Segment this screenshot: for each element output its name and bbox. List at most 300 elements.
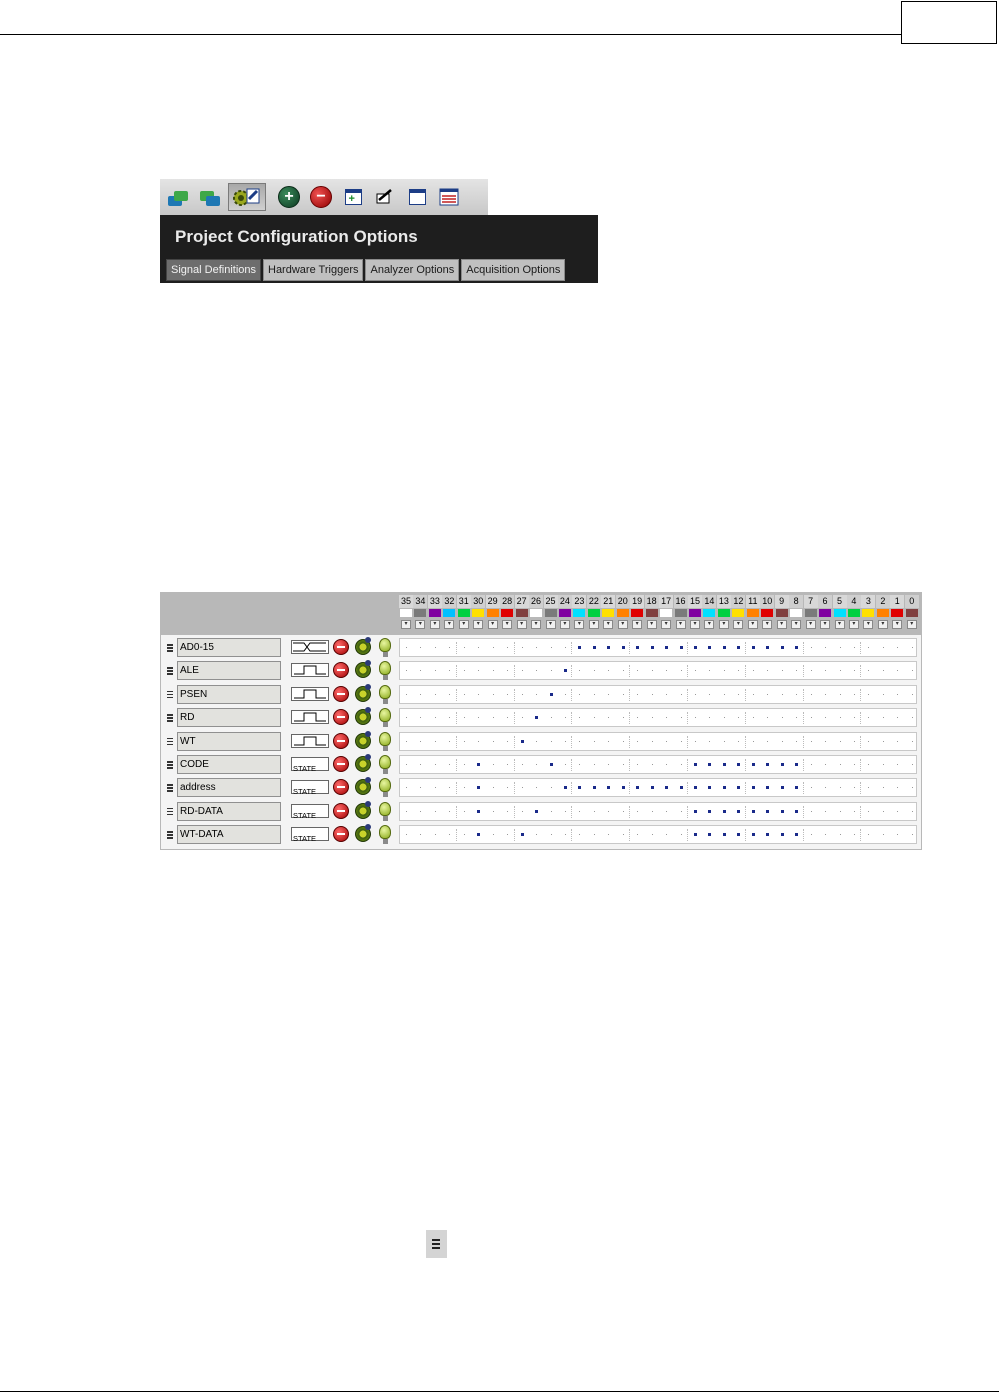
clock-waveform-icon[interactable] xyxy=(291,687,329,701)
load-project-icon[interactable] xyxy=(164,183,194,211)
bit-column-0 xyxy=(905,595,919,633)
drag-handle-icon[interactable] xyxy=(167,831,173,839)
state-label: STATE xyxy=(293,764,317,773)
bit-number: 18 xyxy=(646,596,657,606)
signal-row xyxy=(163,801,920,823)
grip-icon xyxy=(426,1230,447,1258)
bit-column-27 xyxy=(515,595,529,633)
signal-name-field[interactable]: WT xyxy=(177,732,281,751)
bit-column-25 xyxy=(544,595,558,633)
signal-row xyxy=(163,660,920,682)
assigned-bit-marker[interactable] xyxy=(636,786,639,789)
lightbulb-icon[interactable] xyxy=(379,638,391,652)
bit-number: 13 xyxy=(718,596,729,606)
bit-column-31 xyxy=(457,595,471,633)
assigned-bit-marker[interactable] xyxy=(622,786,625,789)
bit-color-swatch xyxy=(617,609,629,617)
assigned-bit-marker[interactable] xyxy=(593,786,596,789)
signal-settings-gear-icon[interactable] xyxy=(355,662,371,678)
bit-trigger-marker[interactable]: ▾ xyxy=(762,620,772,629)
signal-row xyxy=(163,707,920,729)
bit-color-swatch xyxy=(559,609,571,617)
assigned-bit-marker[interactable] xyxy=(795,646,798,649)
bit-number: 9 xyxy=(775,595,789,608)
assigned-bit-marker[interactable] xyxy=(521,740,524,743)
bit-color-swatch xyxy=(429,609,441,617)
bit-trigger-marker[interactable]: ▾ xyxy=(719,620,729,629)
signal-definitions-table xyxy=(160,592,922,850)
edit-icon[interactable] xyxy=(370,183,400,211)
bit-color-swatch xyxy=(790,609,802,617)
bit-column-15 xyxy=(688,595,702,633)
assigned-bit-marker[interactable] xyxy=(752,646,755,649)
bit-color-swatch xyxy=(834,609,846,617)
bit-number: 4 xyxy=(847,595,861,608)
bit-color-swatch xyxy=(487,609,499,617)
bit-trigger-marker[interactable]: ▾ xyxy=(589,620,599,629)
assigned-bit-marker[interactable] xyxy=(781,786,784,789)
drag-handle-icon[interactable] xyxy=(167,667,173,675)
lightbulb-icon[interactable] xyxy=(379,825,391,839)
bit-column-21 xyxy=(601,595,615,633)
bit-trigger-marker[interactable]: ▾ xyxy=(546,620,556,629)
bit-column-16 xyxy=(674,595,688,633)
delete-signal-icon[interactable] xyxy=(333,686,349,702)
bit-color-swatch xyxy=(819,609,831,617)
bit-column-10 xyxy=(760,595,774,633)
bit-color-swatch xyxy=(776,609,788,617)
assigned-bit-marker[interactable] xyxy=(708,810,711,813)
bit-number: 22 xyxy=(588,596,599,606)
bit-color-swatch xyxy=(906,609,918,617)
assigned-bit-marker[interactable] xyxy=(651,786,654,789)
bit-number: 19 xyxy=(632,596,643,606)
signal-name-field[interactable]: address xyxy=(177,778,281,797)
signal-name-field[interactable]: CODE xyxy=(177,755,281,774)
bit-column-4 xyxy=(847,595,861,633)
bit-number: 21 xyxy=(603,596,614,606)
bit-assignment-track[interactable] xyxy=(399,778,917,797)
bit-color-swatch xyxy=(501,609,513,617)
bit-trigger-marker[interactable]: ▾ xyxy=(676,620,686,629)
state-waveform-icon[interactable] xyxy=(291,780,329,797)
page-number-box xyxy=(901,1,997,44)
assigned-bit-marker[interactable] xyxy=(723,786,726,789)
project-toolbar xyxy=(160,179,488,215)
bit-column-22 xyxy=(587,595,601,633)
signal-row xyxy=(163,777,920,799)
bit-column-12 xyxy=(731,595,745,633)
save-project-icon[interactable] xyxy=(196,183,226,211)
signal-row xyxy=(163,731,920,753)
assigned-bit-marker[interactable] xyxy=(665,786,668,789)
delete-signal-icon[interactable] xyxy=(333,733,349,749)
bit-column-34 xyxy=(413,595,427,633)
delete-signal-icon[interactable] xyxy=(333,662,349,678)
lightbulb-icon[interactable] xyxy=(379,778,391,792)
bit-color-swatch xyxy=(761,609,773,617)
header-rule xyxy=(0,34,901,35)
bit-color-swatch xyxy=(472,609,484,617)
bit-trigger-marker[interactable]: ▾ xyxy=(401,620,411,629)
bit-color-swatch xyxy=(646,609,658,617)
bit-trigger-marker[interactable]: ▾ xyxy=(444,620,454,629)
state-waveform-icon[interactable] xyxy=(291,757,329,771)
bit-assignment-track[interactable] xyxy=(399,685,917,704)
bit-color-swatch xyxy=(660,609,672,617)
add-icon[interactable]: + xyxy=(274,183,304,211)
bit-trigger-marker[interactable]: ▾ xyxy=(777,620,787,629)
bit-number: 24 xyxy=(559,596,570,606)
bit-number: 2 xyxy=(876,595,890,608)
signal-row xyxy=(163,824,920,846)
signal-name-field[interactable]: RD xyxy=(177,708,281,727)
bit-color-swatch xyxy=(414,609,426,617)
bit-trigger-marker[interactable]: ▾ xyxy=(430,620,440,629)
assigned-bit-marker[interactable] xyxy=(708,646,711,649)
bit-trigger-marker[interactable]: ▾ xyxy=(820,620,830,629)
assigned-bit-marker[interactable] xyxy=(766,833,769,836)
delete-signal-icon[interactable] xyxy=(333,826,349,842)
assigned-bit-marker[interactable] xyxy=(781,763,784,766)
bit-assignment-track[interactable] xyxy=(399,661,917,680)
bit-number: 27 xyxy=(516,596,527,606)
assigned-bit-marker[interactable] xyxy=(766,810,769,813)
assigned-bit-marker[interactable] xyxy=(694,810,697,813)
bit-color-swatch xyxy=(862,609,874,617)
bit-color-swatch xyxy=(588,609,600,617)
assigned-bit-marker[interactable] xyxy=(694,646,697,649)
bit-trigger-marker[interactable]: ▾ xyxy=(733,620,743,629)
bit-number: 11 xyxy=(746,595,760,608)
project-configuration-icon[interactable] xyxy=(228,183,266,211)
bit-trigger-marker[interactable]: ▾ xyxy=(892,620,902,629)
assigned-bit-marker[interactable] xyxy=(550,693,553,696)
assigned-bit-marker[interactable] xyxy=(477,833,480,836)
assigned-bit-marker[interactable] xyxy=(477,810,480,813)
assigned-bit-marker[interactable] xyxy=(737,810,740,813)
state-label: STATE xyxy=(293,810,317,820)
bit-trigger-marker[interactable]: ▾ xyxy=(690,620,700,629)
bit-color-swatch xyxy=(602,609,614,617)
bit-trigger-marker[interactable]: ▾ xyxy=(647,620,657,629)
bit-column-35 xyxy=(399,595,413,633)
bit-number: 28 xyxy=(502,596,513,606)
bit-column-3 xyxy=(861,595,875,633)
assigned-bit-marker[interactable] xyxy=(723,646,726,649)
signal-name-field[interactable]: WT-DATA xyxy=(177,825,281,844)
bit-number: 29 xyxy=(487,596,498,606)
bit-trigger-marker[interactable]: ▾ xyxy=(502,620,512,629)
assigned-bit-marker[interactable] xyxy=(752,786,755,789)
bit-trigger-marker[interactable]: ▾ xyxy=(907,620,917,629)
delete-signal-icon[interactable] xyxy=(333,803,349,819)
delete-signal-icon[interactable] xyxy=(333,779,349,795)
bit-number: 1 xyxy=(890,595,904,608)
bit-number: 12 xyxy=(733,596,744,606)
bit-number: 8 xyxy=(789,595,803,608)
assigned-bit-marker[interactable] xyxy=(795,810,798,813)
bit-color-swatch xyxy=(718,609,730,617)
assigned-bit-marker[interactable] xyxy=(781,833,784,836)
bit-column-24 xyxy=(558,595,572,633)
assigned-bit-marker[interactable] xyxy=(477,786,480,789)
bit-column-11 xyxy=(746,595,760,633)
assigned-bit-marker[interactable] xyxy=(752,833,755,836)
signal-name-field[interactable]: RD-DATA xyxy=(177,802,281,821)
state-waveform-icon[interactable] xyxy=(291,827,329,844)
bit-number: 32 xyxy=(444,596,455,606)
drag-handle-icon[interactable] xyxy=(167,691,173,699)
assigned-bit-marker[interactable] xyxy=(723,763,726,766)
bit-trigger-marker[interactable]: ▾ xyxy=(574,620,584,629)
signal-settings-gear-icon[interactable] xyxy=(355,803,371,819)
footer-rule xyxy=(0,1391,999,1392)
drag-handle-icon[interactable] xyxy=(167,714,173,722)
drag-handle-icon[interactable] xyxy=(167,644,173,652)
project-configuration-panel xyxy=(160,215,598,283)
assigned-bit-marker[interactable] xyxy=(694,833,697,836)
bit-color-swatch xyxy=(805,609,817,617)
bit-number: 15 xyxy=(689,596,700,606)
assigned-bit-marker[interactable] xyxy=(752,763,755,766)
assigned-bit-marker[interactable] xyxy=(535,716,538,719)
bit-color-swatch xyxy=(848,609,860,617)
lightbulb-icon[interactable] xyxy=(379,802,391,816)
assigned-bit-marker[interactable] xyxy=(708,763,711,766)
bit-number: 0 xyxy=(905,595,919,608)
assigned-bit-marker[interactable] xyxy=(795,763,798,766)
bit-trigger-marker[interactable]: ▾ xyxy=(517,620,527,629)
assigned-bit-marker[interactable] xyxy=(622,646,625,649)
assigned-bit-marker[interactable] xyxy=(766,786,769,789)
bit-assignment-track[interactable] xyxy=(399,802,917,821)
bit-color-swatch xyxy=(891,609,903,617)
assigned-bit-marker[interactable] xyxy=(766,763,769,766)
bit-trigger-marker[interactable]: ▾ xyxy=(806,620,816,629)
bit-number: 23 xyxy=(574,596,585,606)
signal-name-field[interactable]: ALE xyxy=(177,661,281,680)
assigned-bit-marker[interactable] xyxy=(521,833,524,836)
bit-column-17 xyxy=(659,595,673,633)
bit-trigger-marker[interactable]: ▾ xyxy=(473,620,483,629)
bit-columns xyxy=(399,595,920,633)
bit-color-swatch xyxy=(747,609,759,617)
bit-number: 30 xyxy=(473,596,484,606)
bit-color-swatch xyxy=(530,609,542,617)
signal-settings-gear-icon[interactable] xyxy=(355,686,371,702)
bit-color-swatch xyxy=(675,609,687,617)
bit-trigger-marker[interactable]: ▾ xyxy=(748,620,758,629)
bit-trigger-marker[interactable]: ▾ xyxy=(661,620,671,629)
assigned-bit-marker[interactable] xyxy=(578,646,581,649)
assigned-bit-marker[interactable] xyxy=(781,810,784,813)
bit-trigger-marker[interactable]: ▾ xyxy=(603,620,613,629)
assigned-bit-marker[interactable] xyxy=(535,810,538,813)
signal-settings-gear-icon[interactable] xyxy=(355,639,371,655)
bit-number: 33 xyxy=(429,596,440,606)
bit-trigger-marker[interactable]: ▾ xyxy=(791,620,801,629)
lightbulb-icon[interactable] xyxy=(379,708,391,722)
bit-column-1 xyxy=(890,595,904,633)
signal-list-icon[interactable] xyxy=(434,183,464,211)
bit-number: 14 xyxy=(704,596,715,606)
bit-color-swatch xyxy=(703,609,715,617)
bit-number: 6 xyxy=(818,595,832,608)
drag-handle-icon[interactable] xyxy=(167,761,173,769)
bit-number: 35 xyxy=(400,596,411,606)
bus-waveform-icon[interactable] xyxy=(291,640,329,654)
bit-number: 25 xyxy=(545,596,556,606)
assigned-bit-marker[interactable] xyxy=(723,810,726,813)
bit-trigger-marker[interactable]: ▾ xyxy=(849,620,859,629)
assigned-bit-marker[interactable] xyxy=(680,646,683,649)
assigned-bit-marker[interactable] xyxy=(694,786,697,789)
bit-number: 20 xyxy=(617,596,628,606)
bit-column-6 xyxy=(818,595,832,633)
bit-trigger-marker[interactable]: ▾ xyxy=(835,620,845,629)
bit-color-swatch xyxy=(631,609,643,617)
assigned-bit-marker[interactable] xyxy=(694,763,697,766)
assigned-bit-marker[interactable] xyxy=(651,646,654,649)
assigned-bit-marker[interactable] xyxy=(564,786,567,789)
clock-waveform-icon[interactable] xyxy=(291,734,329,748)
assigned-bit-marker[interactable] xyxy=(737,646,740,649)
bit-assignment-track[interactable] xyxy=(399,755,917,774)
signal-row xyxy=(163,684,920,706)
assigned-bit-marker[interactable] xyxy=(550,763,553,766)
lightbulb-icon[interactable] xyxy=(379,661,391,675)
assigned-bit-marker[interactable] xyxy=(795,833,798,836)
panel-title: Project Configuration Options xyxy=(175,227,418,246)
tab-hardware-triggers[interactable]: Hardware Triggers xyxy=(263,259,363,281)
bit-column-14 xyxy=(702,595,716,633)
assigned-bit-marker[interactable] xyxy=(708,833,711,836)
bit-trigger-marker[interactable]: ▾ xyxy=(415,620,425,629)
bit-assignment-track[interactable] xyxy=(399,825,917,844)
state-waveform-icon[interactable] xyxy=(291,804,329,818)
assigned-bit-marker[interactable] xyxy=(636,646,639,649)
tab-signal-definitions[interactable]: Signal Definitions xyxy=(166,259,261,281)
bit-color-swatch xyxy=(877,609,889,617)
lightbulb-icon[interactable] xyxy=(379,755,391,769)
assigned-bit-marker[interactable] xyxy=(781,646,784,649)
bit-assignment-track[interactable] xyxy=(399,732,917,751)
assigned-bit-marker[interactable] xyxy=(723,833,726,836)
bit-color-swatch xyxy=(400,609,412,617)
lightbulb-icon[interactable] xyxy=(379,732,391,746)
assigned-bit-marker[interactable] xyxy=(477,763,480,766)
clock-waveform-icon[interactable] xyxy=(291,710,329,724)
bit-trigger-marker[interactable]: ▾ xyxy=(632,620,642,629)
assigned-bit-marker[interactable] xyxy=(593,646,596,649)
lightbulb-icon[interactable] xyxy=(379,685,391,699)
bit-number: 5 xyxy=(833,595,847,608)
tab-analyzer-options[interactable]: Analyzer Options xyxy=(365,259,459,281)
bit-number: 3 xyxy=(861,595,875,608)
clock-waveform-icon[interactable] xyxy=(291,663,329,677)
bit-trigger-marker[interactable]: ▾ xyxy=(704,620,714,629)
bit-column-8 xyxy=(789,595,803,633)
assigned-bit-marker[interactable] xyxy=(737,833,740,836)
signal-settings-gear-icon[interactable] xyxy=(355,756,371,772)
delete-signal-icon[interactable] xyxy=(333,756,349,772)
bit-column-2 xyxy=(876,595,890,633)
add-window-icon[interactable]: + xyxy=(338,183,368,211)
assigned-bit-marker[interactable] xyxy=(737,786,740,789)
drag-handle-icon[interactable] xyxy=(167,738,173,746)
assigned-bit-marker[interactable] xyxy=(737,763,740,766)
bit-column-5 xyxy=(833,595,847,633)
bit-header xyxy=(161,593,921,635)
bit-color-swatch xyxy=(732,609,744,617)
bit-column-30 xyxy=(471,595,485,633)
bit-trigger-marker[interactable]: ▾ xyxy=(878,620,888,629)
delete-signal-icon[interactable] xyxy=(333,709,349,725)
window-icon[interactable] xyxy=(402,183,432,211)
bit-column-7 xyxy=(804,595,818,633)
assigned-bit-marker[interactable] xyxy=(607,646,610,649)
bit-number: 26 xyxy=(531,596,542,606)
drag-handle-icon[interactable] xyxy=(167,784,173,792)
signal-settings-gear-icon[interactable] xyxy=(355,826,371,842)
bit-assignment-track[interactable] xyxy=(399,638,917,657)
assigned-bit-marker[interactable] xyxy=(752,810,755,813)
bit-column-33 xyxy=(428,595,442,633)
bit-column-23 xyxy=(572,595,586,633)
drag-handle-icon[interactable] xyxy=(167,808,173,816)
config-tabs xyxy=(166,259,567,281)
signal-row xyxy=(163,637,920,659)
bit-column-18 xyxy=(645,595,659,633)
tab-acquisition-options[interactable]: Acquisition Options xyxy=(461,259,565,281)
assigned-bit-marker[interactable] xyxy=(665,646,668,649)
bit-color-swatch xyxy=(545,609,557,617)
assigned-bit-marker[interactable] xyxy=(708,786,711,789)
bit-color-swatch xyxy=(458,609,470,617)
bit-color-swatch xyxy=(573,609,585,617)
bit-column-28 xyxy=(500,595,514,633)
bit-trigger-marker[interactable]: ▾ xyxy=(531,620,541,629)
signal-settings-gear-icon[interactable] xyxy=(355,779,371,795)
remove-icon[interactable]: − xyxy=(306,183,336,211)
bit-color-swatch xyxy=(443,609,455,617)
assigned-bit-marker[interactable] xyxy=(766,646,769,649)
signal-settings-gear-icon[interactable] xyxy=(355,733,371,749)
bit-trigger-marker[interactable]: ▾ xyxy=(459,620,469,629)
bit-number: 31 xyxy=(458,596,469,606)
bit-number: 34 xyxy=(415,596,426,606)
assigned-bit-marker[interactable] xyxy=(607,786,610,789)
signal-settings-gear-icon[interactable] xyxy=(355,709,371,725)
signal-name-field[interactable]: AD0-15 xyxy=(177,638,281,657)
bit-column-9 xyxy=(775,595,789,633)
bit-trigger-marker[interactable]: ▾ xyxy=(560,620,570,629)
signal-name-field[interactable]: PSEN xyxy=(177,685,281,704)
bit-trigger-marker[interactable]: ▾ xyxy=(618,620,628,629)
assigned-bit-marker[interactable] xyxy=(795,786,798,789)
bit-trigger-marker[interactable]: ▾ xyxy=(863,620,873,629)
assigned-bit-marker[interactable] xyxy=(680,786,683,789)
bit-column-19 xyxy=(630,595,644,633)
bit-assignment-track[interactable] xyxy=(399,708,917,727)
bit-column-13 xyxy=(717,595,731,633)
bit-color-swatch xyxy=(516,609,528,617)
assigned-bit-marker[interactable] xyxy=(564,669,567,672)
assigned-bit-marker[interactable] xyxy=(578,786,581,789)
delete-signal-icon[interactable] xyxy=(333,639,349,655)
bit-trigger-marker[interactable]: ▾ xyxy=(488,620,498,629)
